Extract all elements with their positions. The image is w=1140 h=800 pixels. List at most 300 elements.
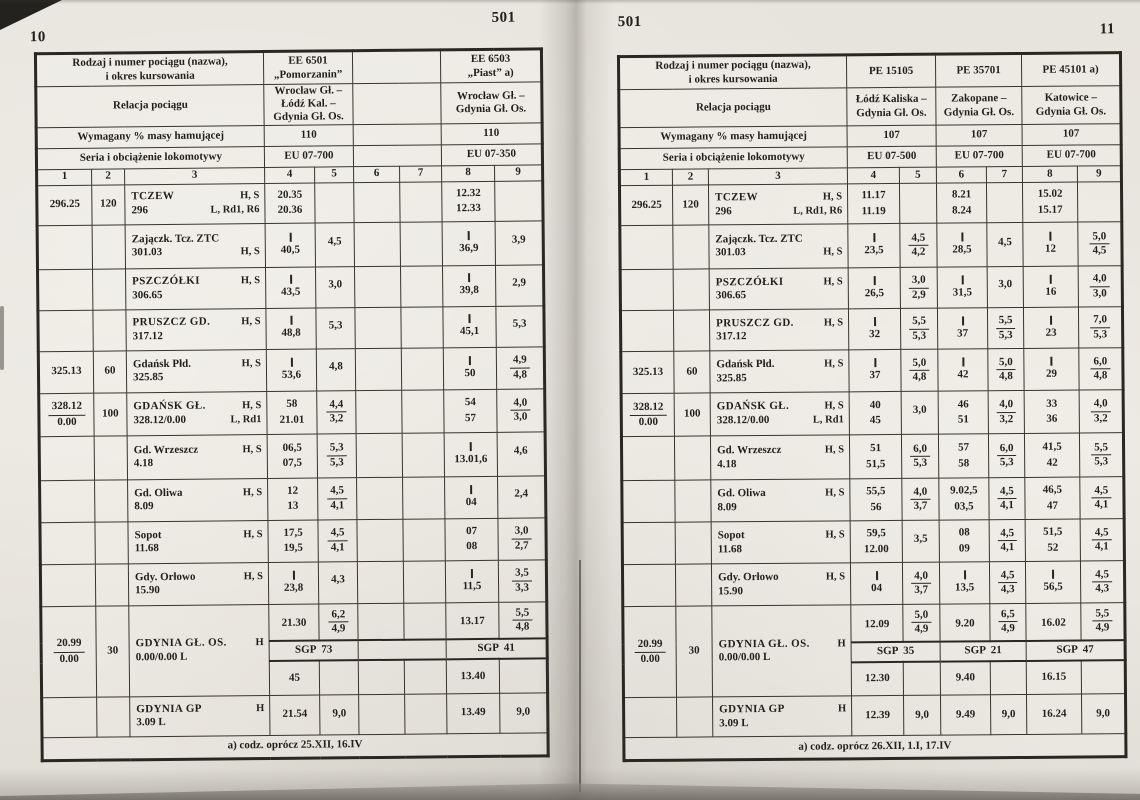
through-bar-icon bbox=[873, 234, 875, 243]
station-cell bbox=[125, 223, 265, 268]
data-cell bbox=[938, 349, 988, 391]
data-cell bbox=[936, 183, 986, 223]
station-km: 11.68 bbox=[134, 542, 159, 555]
fraction-top: 328.12 bbox=[630, 401, 666, 416]
station-marks: H, S bbox=[824, 358, 844, 370]
header-label-text: Relacja pociągu bbox=[112, 98, 188, 112]
data-cell bbox=[315, 266, 354, 307]
timetable-row bbox=[38, 305, 544, 351]
data-cell bbox=[902, 478, 939, 520]
data-cell bbox=[403, 560, 445, 602]
stacked-fraction bbox=[911, 609, 931, 637]
time-value: 53,6 bbox=[281, 368, 302, 381]
timetable-row bbox=[622, 477, 1124, 523]
fraction-top: 5,3 bbox=[327, 442, 347, 456]
station-km: 325.85 bbox=[716, 371, 747, 385]
data-cell bbox=[495, 264, 543, 305]
time-top: 54 bbox=[464, 396, 476, 409]
data-cell bbox=[265, 223, 315, 267]
speed-cell bbox=[97, 696, 130, 736]
data-cell bbox=[495, 180, 543, 220]
timetable-row bbox=[41, 601, 547, 643]
value: 4,6 bbox=[513, 444, 528, 458]
train-name: EE 6501 „Pomorzanin” bbox=[273, 54, 343, 81]
data-cell bbox=[1024, 390, 1079, 433]
time-value: 36,9 bbox=[459, 241, 479, 255]
data-cell bbox=[939, 478, 989, 520]
fraction-top: 5,5 bbox=[996, 314, 1016, 328]
page-number-right: 11 bbox=[1099, 21, 1116, 38]
header-row-relation bbox=[36, 82, 542, 127]
stacked-fraction bbox=[327, 485, 347, 513]
fraction-top: 4,0 bbox=[510, 396, 530, 410]
speed-cell bbox=[673, 310, 709, 351]
fraction-top: 6,5 bbox=[998, 608, 1018, 622]
fraction-bottom: 4,8 bbox=[1093, 369, 1108, 382]
station-line1 bbox=[713, 702, 851, 717]
value: 2,4 bbox=[514, 487, 529, 501]
station-line2 bbox=[713, 716, 851, 730]
data-cell bbox=[989, 519, 1025, 561]
speed-cell bbox=[95, 563, 128, 605]
through-bar-icon bbox=[874, 317, 876, 326]
station-cell bbox=[127, 434, 267, 479]
through-bar-icon bbox=[292, 571, 294, 580]
time-top: 51,5 bbox=[1043, 525, 1063, 539]
station-line1 bbox=[712, 528, 850, 543]
station-km: 4.18 bbox=[717, 457, 737, 471]
data-cell bbox=[354, 266, 400, 307]
station-name: PRUSZCZ GD. bbox=[716, 316, 794, 329]
data-cell bbox=[401, 347, 443, 389]
fraction-bottom: 4,1 bbox=[1000, 499, 1014, 512]
km-cell bbox=[38, 269, 93, 311]
speed-cell bbox=[95, 479, 128, 521]
station-line1 bbox=[126, 315, 265, 330]
brake-percent: 110 bbox=[483, 126, 500, 139]
time-top: 8.21 bbox=[951, 188, 972, 201]
data-cell bbox=[990, 660, 1026, 694]
station-km: 8.09 bbox=[717, 500, 737, 514]
time-top: 12.32 bbox=[455, 186, 481, 200]
fraction-top: 6,0 bbox=[1090, 355, 1110, 369]
time-bottom: 20.36 bbox=[277, 203, 303, 216]
train-relation bbox=[353, 103, 440, 104]
time-bottom: 12.33 bbox=[456, 202, 481, 215]
train-name-cell bbox=[352, 50, 440, 84]
station-marks: H, S bbox=[825, 487, 845, 499]
data-cell bbox=[444, 389, 497, 433]
page-right bbox=[575, 0, 1140, 800]
fraction-top: 3,5 bbox=[512, 567, 532, 581]
station-line1 bbox=[710, 316, 848, 331]
value: 13.17 bbox=[459, 615, 485, 628]
station-line1 bbox=[713, 637, 851, 652]
speed-cell bbox=[674, 436, 710, 480]
speed-value: 120 bbox=[682, 198, 699, 211]
fraction-bottom: 3,0 bbox=[513, 410, 528, 423]
time-value: 39,8 bbox=[459, 284, 479, 297]
time-top: 40 bbox=[869, 398, 881, 411]
data-cell bbox=[899, 183, 936, 223]
fraction-bottom: 3,7 bbox=[914, 583, 929, 596]
station-km: 306.65 bbox=[132, 288, 163, 302]
stacked-fraction bbox=[635, 638, 666, 667]
station-name: Gd. Wrzeszcz bbox=[717, 443, 782, 457]
time-value: 04 bbox=[465, 495, 477, 509]
stacked-fraction bbox=[908, 232, 928, 260]
station-line2 bbox=[711, 500, 849, 514]
data-cell bbox=[1081, 603, 1125, 640]
station-cell bbox=[712, 605, 852, 697]
station-marks: H bbox=[255, 637, 264, 649]
time-value: 42 bbox=[957, 368, 969, 381]
stacked-fraction bbox=[326, 398, 346, 426]
station-line1 bbox=[129, 570, 268, 585]
data-cell bbox=[446, 602, 499, 640]
through-bar-icon bbox=[470, 442, 472, 451]
station-line2 bbox=[710, 330, 848, 344]
stacked-fraction bbox=[909, 315, 929, 343]
sgp-cell: SGP 21 bbox=[940, 640, 1026, 661]
time-top: 41,5 bbox=[1042, 440, 1062, 454]
fraction-bottom: 4,1 bbox=[1094, 540, 1109, 553]
value: 3,9 bbox=[511, 234, 526, 247]
station-line2 bbox=[129, 583, 268, 598]
data-cell bbox=[318, 519, 357, 561]
data-cell bbox=[1078, 307, 1122, 348]
station-km: 8.09 bbox=[134, 500, 154, 513]
fraction-top: 4,5 bbox=[908, 232, 928, 246]
station-km: 11.68 bbox=[717, 542, 743, 556]
km-cell bbox=[620, 269, 673, 310]
train-name bbox=[353, 67, 440, 68]
station-line1 bbox=[126, 232, 265, 247]
sgp-cell: SGP 73 bbox=[269, 640, 358, 661]
station-km: 317.12 bbox=[132, 329, 163, 343]
data-cell bbox=[937, 267, 987, 308]
locomotive: EU 07-350 bbox=[466, 147, 517, 161]
locomotive-cell bbox=[441, 143, 542, 165]
column-number-cell: 6 bbox=[936, 167, 986, 183]
locomotive: EU 07-700 bbox=[284, 149, 334, 162]
data-cell bbox=[268, 520, 318, 562]
timetable-row bbox=[37, 180, 543, 225]
km-cell bbox=[620, 225, 673, 269]
station-km: 0.00/0.00 L bbox=[135, 650, 188, 664]
train-name-cell bbox=[1021, 53, 1120, 87]
column-number-cell: 3 bbox=[708, 168, 847, 185]
through-bar-icon bbox=[1050, 275, 1052, 284]
fraction-top: 4,5 bbox=[997, 485, 1017, 499]
data-cell bbox=[359, 694, 405, 734]
fraction-bottom: 3,2 bbox=[1093, 411, 1108, 424]
footnote-cell: a) codz. oprócz 25.XII, 16.IV bbox=[42, 732, 548, 760]
timetable-row bbox=[38, 264, 544, 310]
column-number-cell: 7 bbox=[986, 166, 1022, 182]
station-cell bbox=[709, 224, 848, 269]
column-number-cell: 5 bbox=[899, 167, 936, 183]
fraction-bottom: 5,3 bbox=[912, 329, 927, 342]
stacked-fraction bbox=[997, 485, 1017, 513]
time-value: 43,5 bbox=[281, 286, 301, 299]
stacked-fraction bbox=[1090, 314, 1110, 342]
fraction-bottom: 4,1 bbox=[330, 498, 345, 511]
fraction-bottom: 5,3 bbox=[998, 328, 1013, 341]
timetable bbox=[617, 51, 1128, 762]
value: 12.30 bbox=[864, 672, 890, 685]
time-top: 12 bbox=[287, 484, 299, 497]
data-cell bbox=[445, 560, 498, 603]
km-value: 325.13 bbox=[632, 365, 664, 378]
station-line1 bbox=[129, 528, 268, 543]
header-label-text: Rodzaj i numer pociągu (nazwa), i okres kursowania bbox=[72, 55, 228, 83]
km-cell bbox=[621, 393, 674, 436]
tbody bbox=[35, 49, 548, 760]
station-cell bbox=[710, 350, 849, 393]
fraction-bottom: 5,3 bbox=[913, 456, 928, 469]
data-cell bbox=[354, 222, 400, 266]
time-bottom: 52 bbox=[1047, 541, 1059, 554]
station-name: Gd. Oliwa bbox=[717, 487, 766, 500]
speed-cell bbox=[674, 351, 710, 393]
data-cell bbox=[1081, 694, 1125, 734]
station-cell bbox=[708, 184, 847, 225]
data-cell bbox=[315, 222, 354, 266]
data-cell bbox=[850, 520, 902, 562]
station-line1 bbox=[125, 190, 264, 205]
value: 9,0 bbox=[516, 705, 531, 719]
time-top: 07 bbox=[465, 524, 478, 537]
stacked-fraction bbox=[512, 525, 532, 553]
speed-cell bbox=[94, 392, 127, 435]
station-name: GDAŃSK GŁ. bbox=[716, 400, 790, 413]
column-number-cell: 3 bbox=[125, 167, 265, 184]
sgp-cell: SGP 35 bbox=[851, 641, 940, 662]
data-cell bbox=[901, 434, 938, 478]
value: 9.20 bbox=[955, 617, 975, 630]
fraction-bottom: 4,9 bbox=[1001, 622, 1015, 635]
data-cell bbox=[400, 181, 442, 221]
station-line2 bbox=[712, 542, 850, 556]
station-line2 bbox=[711, 413, 849, 428]
stacked-fraction bbox=[1089, 230, 1109, 258]
data-cell bbox=[403, 476, 445, 518]
data-cell bbox=[319, 660, 358, 694]
fraction-top: 6,0 bbox=[910, 443, 930, 457]
data-cell bbox=[318, 561, 357, 603]
fraction-bottom: 4,8 bbox=[999, 370, 1013, 383]
time-value: 28,5 bbox=[952, 243, 972, 256]
station-cell bbox=[126, 267, 266, 309]
time-bottom: 19,5 bbox=[283, 541, 303, 554]
data-cell bbox=[851, 661, 903, 695]
time-bottom: 15.17 bbox=[1037, 203, 1063, 216]
value: 4,8 bbox=[329, 360, 343, 373]
timetable-row bbox=[621, 348, 1123, 394]
station-line2 bbox=[127, 413, 266, 428]
station-name: PRUSZCZ GD. bbox=[132, 315, 211, 329]
value: 3,5 bbox=[913, 532, 928, 545]
station-line1 bbox=[711, 400, 849, 415]
train-relation: Katowice – Gdynia Gł. Os. bbox=[1035, 91, 1107, 118]
fraction-top: 4,5 bbox=[998, 569, 1018, 583]
station-marks: H, S bbox=[241, 316, 261, 328]
station-marks: H, S bbox=[825, 529, 845, 541]
speed-cell bbox=[672, 185, 708, 225]
speed-cell bbox=[674, 393, 710, 436]
time-value: 04 bbox=[871, 582, 883, 595]
data-cell bbox=[940, 604, 990, 641]
station-line1 bbox=[128, 486, 267, 501]
data-cell bbox=[938, 391, 988, 434]
station-cell bbox=[128, 520, 268, 563]
data-cell bbox=[405, 693, 447, 733]
time-bottom: 11.19 bbox=[861, 204, 886, 217]
km-cell bbox=[40, 564, 95, 607]
data-cell bbox=[442, 265, 495, 307]
fraction-bottom: 4,5 bbox=[1092, 244, 1107, 257]
fraction-bottom: 3,0 bbox=[1092, 286, 1107, 299]
data-cell bbox=[1026, 660, 1081, 694]
fraction-bottom: 4,8 bbox=[515, 620, 530, 633]
data-cell bbox=[356, 433, 402, 477]
timetable-row bbox=[621, 390, 1123, 437]
station-cell bbox=[128, 478, 268, 521]
km-cell bbox=[622, 522, 675, 564]
data-cell bbox=[402, 432, 444, 476]
gutter-fold-line bbox=[579, 560, 581, 792]
table-number-left: 501 bbox=[491, 9, 516, 26]
data-cell bbox=[445, 476, 498, 519]
time-top: 33 bbox=[1046, 397, 1058, 410]
station-cell bbox=[126, 308, 266, 350]
time-top: 46 bbox=[957, 398, 969, 411]
through-bar-icon bbox=[468, 231, 470, 240]
time-value: 32 bbox=[869, 327, 881, 341]
time-top: 15.02 bbox=[1037, 187, 1063, 201]
column-number-cell: 4 bbox=[847, 167, 899, 183]
stacked-fraction bbox=[996, 398, 1016, 426]
through-bar-icon bbox=[961, 275, 963, 284]
station-km: 306.65 bbox=[715, 289, 747, 302]
brake-percent-cell bbox=[441, 122, 542, 144]
locomotive-cell bbox=[847, 146, 936, 168]
sgp-cell: SGP 47 bbox=[1026, 640, 1125, 661]
station-cell bbox=[125, 183, 265, 224]
data-cell bbox=[939, 562, 989, 604]
through-bar-icon bbox=[962, 316, 964, 325]
stacked-fraction bbox=[1092, 607, 1112, 635]
time-value: 37 bbox=[957, 327, 969, 340]
data-cell bbox=[851, 604, 903, 641]
timetable-row bbox=[39, 388, 545, 436]
fraction-top: 3,0 bbox=[909, 274, 929, 288]
data-cell bbox=[358, 660, 404, 694]
data-cell bbox=[986, 182, 1022, 222]
value: 9,0 bbox=[915, 708, 930, 721]
km-cell bbox=[42, 697, 97, 738]
data-cell bbox=[356, 390, 402, 433]
station-marks: H, S bbox=[823, 275, 843, 288]
station-marks: H, S bbox=[240, 275, 261, 287]
timetable-row bbox=[37, 220, 543, 269]
footnote-cell: a) codz. oprócz 26.XII, 1.I, 17.IV bbox=[624, 734, 1126, 761]
fraction-top: 5,0 bbox=[1089, 230, 1109, 244]
value: 9.40 bbox=[955, 671, 976, 684]
data-cell bbox=[1025, 477, 1080, 519]
station-name: Sopot bbox=[717, 529, 745, 542]
value: 3,0 bbox=[998, 278, 1013, 291]
header-label bbox=[35, 52, 263, 87]
speed-cell bbox=[93, 268, 126, 309]
data-cell bbox=[1026, 603, 1081, 640]
station-name: GDAŃSK GŁ. bbox=[133, 399, 206, 413]
km-cell bbox=[621, 351, 674, 393]
train-relation: Łódź Kaliska – Gdynia Gł. Os. bbox=[855, 93, 927, 119]
data-cell bbox=[269, 661, 319, 695]
timetable-row bbox=[623, 603, 1125, 644]
locomotive-cell bbox=[1022, 145, 1121, 167]
station-submarks: L, Rd1, R6 bbox=[793, 204, 843, 217]
station-line2 bbox=[130, 715, 269, 730]
station-name: PSZCZÓŁKI bbox=[715, 275, 784, 288]
speed-cell bbox=[673, 225, 709, 269]
fraction-top: 4,9 bbox=[510, 354, 530, 368]
brake-percent: 107 bbox=[1062, 127, 1080, 141]
speed-cell bbox=[96, 605, 130, 696]
time-top: 57 bbox=[958, 441, 970, 454]
column-number-cell: 9 bbox=[1077, 166, 1121, 182]
through-bar-icon bbox=[1049, 232, 1051, 241]
timetable-row bbox=[40, 517, 546, 564]
stacked-fraction bbox=[1090, 355, 1110, 383]
station-marks: H, S bbox=[824, 444, 845, 456]
km-cell bbox=[624, 697, 677, 737]
fraction-bottom: 4,1 bbox=[330, 540, 345, 553]
fraction-top: 6,2 bbox=[328, 608, 348, 622]
stacked-fraction bbox=[1091, 441, 1111, 469]
fraction-top: 7,0 bbox=[1090, 314, 1110, 328]
train-name: PE 15105 bbox=[868, 64, 914, 78]
data-cell bbox=[403, 518, 445, 560]
time-top: 58 bbox=[286, 398, 298, 411]
speed-value: 100 bbox=[102, 407, 119, 420]
data-cell bbox=[447, 693, 500, 734]
stacked-fraction bbox=[1091, 398, 1111, 426]
station-km: 325.85 bbox=[132, 371, 164, 384]
data-cell bbox=[268, 478, 318, 520]
station-line1 bbox=[710, 357, 848, 372]
km-value: 296.25 bbox=[631, 198, 662, 211]
timetable-row bbox=[622, 561, 1124, 607]
stacked-fraction bbox=[910, 486, 930, 514]
station-marks: H, S bbox=[239, 190, 260, 202]
header-label-text: Seria i obciążenie lokomotywy bbox=[662, 151, 805, 165]
station-km: 317.12 bbox=[716, 330, 747, 343]
page-gutter-shadow bbox=[538, 0, 614, 800]
data-cell bbox=[404, 602, 446, 639]
through-bar-icon bbox=[468, 315, 470, 324]
fraction-top: 5,0 bbox=[909, 357, 929, 371]
station-km: 3.09 L bbox=[719, 716, 749, 730]
through-bar-icon bbox=[1050, 316, 1052, 325]
data-cell bbox=[1023, 266, 1078, 307]
data-cell bbox=[987, 266, 1023, 307]
speed-cell bbox=[675, 564, 711, 606]
station-line2 bbox=[127, 370, 266, 385]
data-cell bbox=[1026, 694, 1081, 734]
